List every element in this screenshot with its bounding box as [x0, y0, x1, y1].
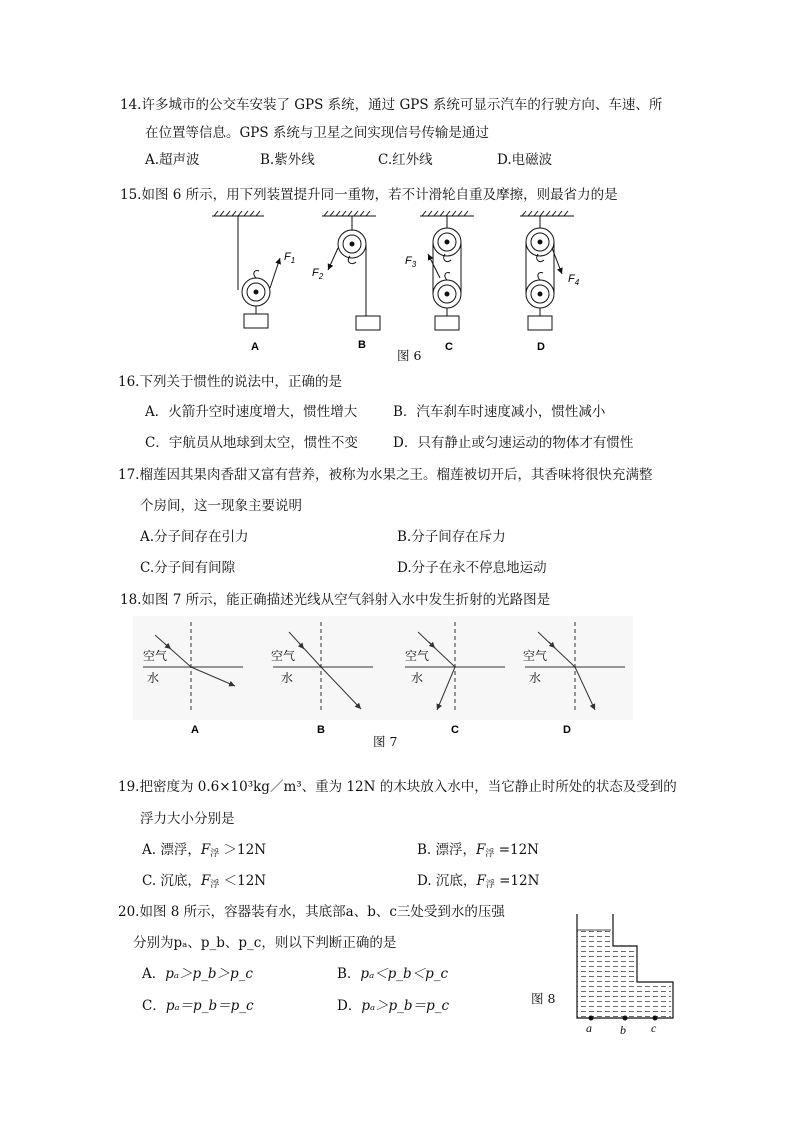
q18-stem: 18.如图 7 所示，能正确描述光线从空气斜射入水中发生折射的光路图是 — [120, 592, 551, 608]
water-label-d: 水 — [529, 671, 542, 685]
q20-option-d[interactable]: D．pₐ＞p_b＝p_c — [337, 998, 450, 1014]
figure-6-caption: 图 6 — [397, 348, 422, 363]
q14-option-b[interactable]: B.紫外线 — [260, 152, 315, 168]
pulley-setup-c — [428, 216, 461, 330]
fig6-label-c: C — [445, 341, 453, 353]
fig6-label-b: B — [358, 339, 366, 351]
q19-option-b[interactable]: B. 漂浮，$F_浮 =12N$ — [417, 842, 539, 859]
water-label-b: 水 — [281, 671, 294, 685]
point-label-b: b — [620, 1023, 626, 1037]
q16-option-a[interactable]: A．火箭升空时速度增大，惯性增大 — [145, 404, 358, 420]
force-label-f3: $F_3$ — [405, 255, 417, 269]
air-label-d: 空气 — [523, 649, 548, 663]
ceiling-c — [420, 211, 474, 216]
water-body — [577, 930, 671, 1018]
fig6-label-a: A — [251, 341, 259, 353]
point-b — [623, 1016, 628, 1021]
point-label-c: c — [651, 1021, 657, 1035]
fig7-label-d: D — [563, 724, 571, 736]
q16-option-d[interactable]: D．只有静止或匀速运动的物体才有惯性 — [393, 435, 634, 451]
q19-option-c[interactable]: C. 沉底，$F_浮 <12N$ — [142, 873, 267, 890]
fig7-label-a: A — [191, 724, 199, 736]
point-a — [589, 1016, 594, 1021]
q17-option-a[interactable]: A.分子间存在引力 — [140, 529, 249, 545]
q19-option-d[interactable]: D. 沉底，$F_浮 =12N$ — [417, 873, 540, 890]
pulley-setup-b — [328, 216, 380, 330]
q14-option-c[interactable]: C.红外线 — [378, 152, 433, 168]
q19-stem-line2: 浮力大小分别是 — [140, 811, 235, 827]
q14-stem-line1: 14.许多城市的公交车安装了 GPS 系统，通过 GPS 系统可显示汽车的行驶方向、车速、所 — [120, 97, 663, 113]
q19-option-a[interactable]: A. 漂浮，$F_浮 >12N$ — [142, 842, 267, 859]
fig6-label-d: D — [537, 341, 545, 353]
water-label-a: 水 — [147, 671, 160, 685]
q20-stem-line2: 分别为pₐ、p_b、p_c，则以下判断正确的是 — [133, 935, 397, 951]
water-label-c: 水 — [411, 671, 424, 685]
container-figure-8 — [573, 914, 679, 1038]
q17-option-d[interactable]: D.分子在永不停息地运动 — [397, 560, 547, 576]
point-label-a: a — [586, 1021, 592, 1035]
q17-stem-line2: 个房间，这一现象主要说明 — [140, 498, 302, 514]
force-label-f1: $F_1$ — [284, 251, 296, 265]
q20-option-c[interactable]: C．pₐ＝p_b＝p_c — [142, 998, 254, 1014]
q14-option-a[interactable]: A.超声波 — [145, 152, 200, 168]
pulley-setup-a — [238, 216, 280, 328]
q14-stem-line2: 在位置等信息。GPS 系统与卫星之间实现信号传输是通过 — [145, 125, 489, 141]
fig7-label-b: B — [317, 724, 325, 736]
q19-stem-line1: 19.把密度为 0.6×10³kg／m³、重为 12N 的木块放入水中，当它静止时所处的状态及受到的 — [118, 779, 677, 795]
force-label-f2: $F_2$ — [312, 267, 324, 281]
q17-stem-line1: 17.榴莲因其果肉香甜又富有营养，被称为水果之王。榴莲被切开后，其香味将很快充满整 — [118, 467, 653, 483]
q16-option-c[interactable]: C．宇航员从地球到太空，惯性不变 — [145, 435, 358, 451]
air-label-b: 空气 — [271, 649, 296, 663]
q16-option-b[interactable]: B．汽车刹车时速度减小，惯性减小 — [393, 404, 606, 420]
q15-stem: 15.如图 6 所示，用下列装置提升同一重物，若不计滑轮自重及摩擦，则最省力的是 — [120, 187, 618, 203]
pulley-setup-d — [526, 216, 562, 330]
air-label-c: 空气 — [405, 649, 430, 663]
force-label-f4: $F_4$ — [568, 273, 580, 287]
pulley-figure-6 — [200, 208, 600, 368]
ceiling-a — [212, 211, 264, 216]
q14-option-d[interactable]: D.电磁波 — [497, 152, 553, 168]
q20-stem-line1: 20.如图 8 所示，容器装有水，其底部a、b、c三处受到水的压强 — [118, 904, 505, 920]
figure-7-caption: 图 7 — [373, 734, 398, 749]
point-c — [653, 1016, 658, 1021]
q17-option-c[interactable]: C.分子间有间隙 — [140, 560, 236, 576]
refraction-figure-7 — [133, 616, 633, 740]
ceiling-d — [520, 211, 574, 216]
air-label-a: 空气 — [143, 649, 168, 663]
q17-option-b[interactable]: B.分子间存在斥力 — [397, 529, 506, 545]
q16-stem: 16.下列关于惯性的说法中，正确的是 — [118, 374, 342, 390]
q20-option-b[interactable]: B．pₐ＜p_b＜p_c — [337, 966, 449, 982]
figure-8-caption: 图 8 — [531, 991, 556, 1006]
fig7-label-c: C — [451, 724, 459, 736]
q20-option-a[interactable]: A．pₐ＞p_b＞p_c — [142, 966, 253, 982]
ceiling-b — [322, 211, 376, 216]
